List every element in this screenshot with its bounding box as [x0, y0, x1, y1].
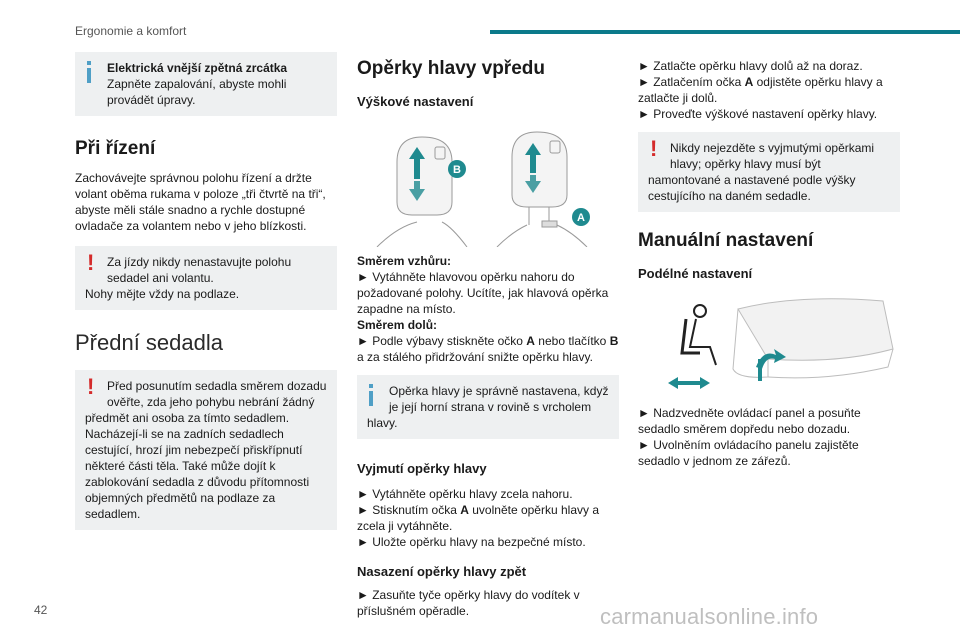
label-b: B	[453, 164, 461, 176]
section-heading-manual: Manuální nastavení	[638, 230, 814, 251]
warning-icon: !	[87, 250, 95, 275]
driving-paragraph: Zachovávejte správnou polohu řízení a držte volant oběma rukama v poloze „tři čtvrtě na tři“, abyste měli stále snadno a rychle dostupné ovladače za volantem nebo v jeho blízkosti.	[75, 171, 326, 233]
warning-text: namontované a nastavené podle výšky cestujícího na daném sedadle.	[648, 173, 856, 203]
warning-line: ověřte, zda jeho pohybu nebrání žádný	[107, 395, 315, 409]
warning-line: Za jízdy nikdy nenastavujte polohu	[107, 255, 292, 269]
down-text: ► Podle výbavy stiskněte očko A nebo tlačítko B a za stálého přidržování snižte opěrku hlavy.	[357, 334, 619, 364]
headrest-figure	[357, 117, 619, 247]
warning-icon: !	[650, 136, 658, 161]
warning-note-seats	[75, 246, 337, 310]
left-right-arrow-icon	[668, 377, 710, 389]
subheading-longitudinal: Podélné nastavení	[638, 266, 753, 281]
longitudinal-step-2: ► Uvolněním ovládacího panelu zajistěte sedadlo v jednom ze zářezů.	[638, 438, 859, 468]
section-heading-driving: Při řízení	[75, 138, 156, 159]
refit-step-1: ► Zasuňte tyče opěrky hlavy do vodítek v příslušném opěradle.	[357, 588, 580, 618]
page-number: 42	[34, 603, 48, 617]
refit-step-4: ► Proveďte výškové nastavení opěrky hlavy.	[638, 107, 878, 121]
header-accent-bar	[490, 30, 960, 34]
up-title: Směrem vzhůru:	[357, 254, 452, 268]
remove-step-3: ► Uložte opěrku hlavy na bezpečné místo.	[357, 535, 586, 549]
up-text: ► Vytáhněte hlavovou opěrku nahoru do požadované polohy. Ucítíte, jak hlavová opěrka zapadne na místo.	[357, 270, 609, 316]
subheading-refit: Nasazení opěrky hlavy zpět	[357, 564, 527, 579]
seat-adjust-figure	[638, 289, 900, 399]
note-line: Opěrka hlavy je správně nastavena, když	[389, 384, 609, 398]
seated-person-icon	[682, 305, 716, 365]
warning-line: Před posunutím sedadla směrem dozadu	[107, 379, 327, 393]
note-line: hlavy.	[367, 416, 398, 430]
warning-note-move	[75, 370, 337, 530]
subheading-height: Výškové nastavení	[357, 94, 474, 109]
down-title: Směrem dolů:	[357, 318, 438, 332]
warning-text: předmět ani osoba za tímto sedadlem. Nacházejí-li se na zadních sedadlech cestující, hrozí jim nebezpečí přiskřípnutí některé části těla. Také může dojít k zablokování sedadla z důvodu přítomnosti objemných předmětů na podlaze za sedadlem.	[85, 411, 310, 521]
section-heading-front-seats: Přední sedadla	[75, 330, 223, 355]
warning-line: sedadel ani volantu.	[107, 271, 214, 285]
warning-icon: !	[87, 374, 95, 399]
column-2	[357, 52, 619, 619]
headrest-illustration	[357, 117, 619, 247]
warning-line: hlavy; opěrky hlavy musí být	[670, 157, 821, 171]
refit-step-3: ► Zatlačením očka A odjistěte opěrku hlavy a zatlačte ji dolů.	[638, 75, 883, 105]
seat-illustration	[638, 289, 900, 399]
warning-line: Nohy mějte vždy na podlaze.	[85, 287, 240, 301]
warning-note-headrests	[638, 132, 900, 212]
remove-step-1: ► Vytáhněte opěrku hlavy zcela nahoru.	[357, 487, 573, 501]
note-text: Zapněte zapalování, abyste mohli provádět úpravy.	[107, 77, 287, 107]
section-heading-headrests: Opěrky hlavy vpředu	[357, 58, 545, 79]
note-title: Elektrická vnější zpětná zrcátka	[107, 61, 288, 75]
note-line: je její horní strana v rovině s vrcholem	[389, 400, 592, 414]
refit-step-2: ► Zatlačte opěrku hlavy dolů až na doraz.	[638, 59, 863, 73]
watermark: carmanualsonline.info	[600, 604, 819, 629]
longitudinal-step-1: ► Nadzvedněte ovládací panel a posuňte sedadlo směrem dopředu nebo dozadu.	[638, 406, 861, 436]
column-1	[75, 52, 337, 544]
warning-line: Nikdy nejezděte s vyjmutými opěrkami	[670, 141, 875, 155]
running-header: Ergonomie a komfort	[75, 24, 187, 38]
info-icon	[369, 384, 373, 406]
info-note-headrest	[357, 375, 619, 439]
remove-step-2: ► Stisknutím očka A uvolněte opěrku hlavy a zcela ji vytáhněte.	[357, 503, 600, 533]
column-3	[638, 58, 900, 469]
info-icon	[87, 61, 91, 83]
subheading-remove: Vyjmutí opěrky hlavy	[357, 461, 487, 476]
info-note-mirrors	[75, 52, 337, 116]
label-a: A	[577, 212, 585, 224]
